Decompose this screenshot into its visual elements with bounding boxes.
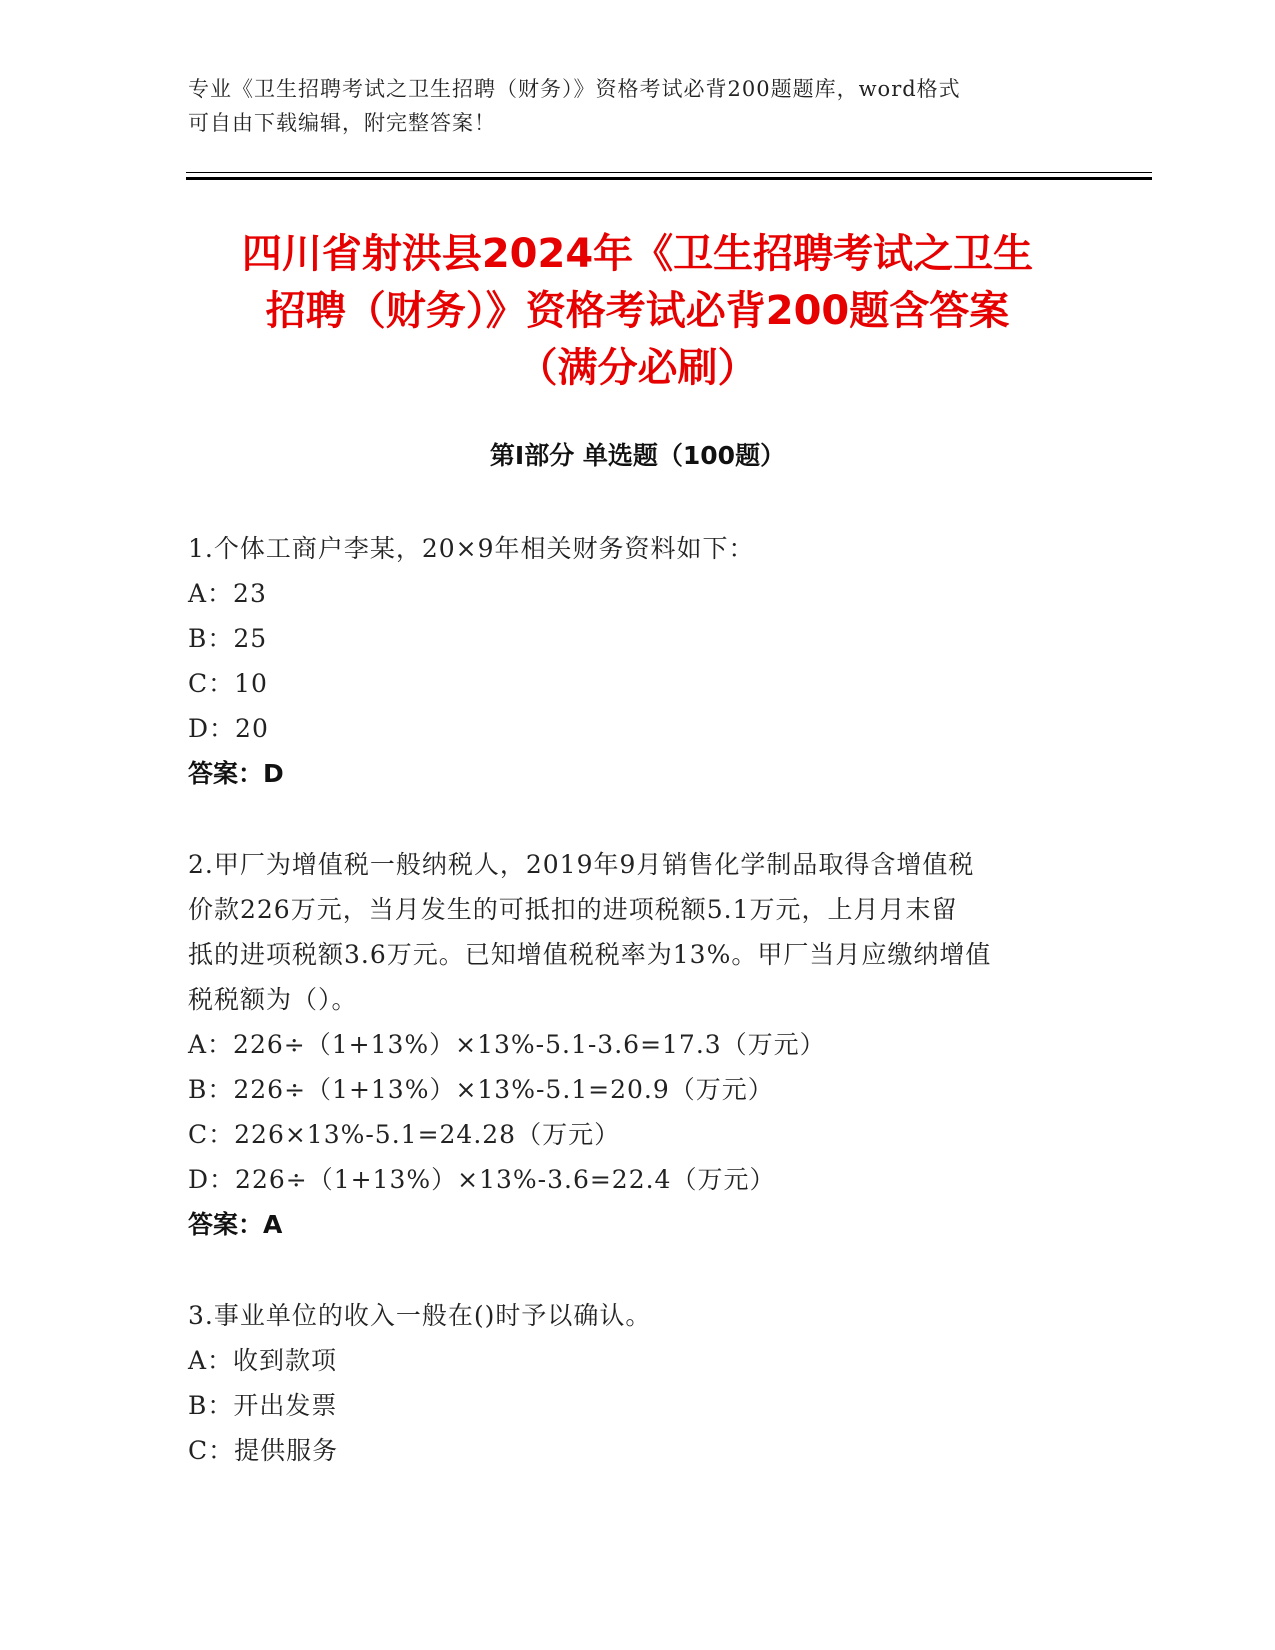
question-stem-line-3: 抵的进项税额3.6万元。已知增值税税率为13%。甲厂当月应缴纳增值 [188, 940, 992, 969]
option-b: B：开出发票 [188, 1391, 338, 1420]
option-a: A：226÷（1+13%）×13%-5.1-3.6=17.3（万元） [188, 1030, 826, 1059]
header-rule-thin [186, 172, 1152, 173]
question-stem: 3.事业单位的收入一般在()时予以确认。 [188, 1301, 652, 1330]
question-stem: 1.个体工商户李某，20×9年相关财务资料如下： [188, 534, 755, 563]
question-2 [188, 842, 1088, 1247]
option-d: D：20 [188, 714, 269, 743]
document-title-line-1: 四川省射洪县2024年《卫生招聘考试之卫生 [241, 231, 1034, 277]
question-3 [188, 1293, 1088, 1473]
document-title-line-3: （满分必刷） [517, 345, 758, 391]
header-note-line-1: 专业《卫生招聘考试之卫生招聘（财务）》资格考试必背200题题库，word格式 [188, 77, 961, 101]
question-list [188, 526, 1088, 1519]
option-b: B：25 [188, 624, 268, 653]
option-c: C：提供服务 [188, 1436, 339, 1465]
option-b: B：226÷（1+13%）×13%-5.1=20.9（万元） [188, 1075, 774, 1104]
option-c: C：10 [188, 669, 268, 698]
question-stem-line-2: 价款226万元，当月发生的可抵扣的进项税额5.1万元，上月月末留 [188, 895, 958, 924]
option-a: A：23 [188, 579, 267, 608]
answer: 答案：A [188, 1210, 283, 1239]
header-note [188, 72, 1088, 140]
question-1 [188, 526, 1088, 796]
header-note-line-2: 可自由下载编辑，附完整答案！ [188, 111, 496, 135]
section-title: 第Ⅰ部分 单选题（100题） [489, 441, 786, 470]
header-rule-thick [186, 177, 1152, 180]
question-stem-line-1: 2.甲厂为增值税一般纳税人，2019年9月销售化学制品取得含增值税 [188, 850, 975, 879]
question-stem-line-4: 税税额为（）。 [188, 985, 358, 1014]
document-title-line-2: 招聘（财务）》资格考试必背200题含答案 [265, 288, 1010, 334]
option-c: C：226×13%-5.1=24.28（万元） [188, 1120, 621, 1149]
option-d: D：226÷（1+13%）×13%-3.6=22.4（万元） [188, 1165, 776, 1194]
option-a: A：收到款项 [188, 1346, 338, 1375]
document-title [150, 226, 1125, 397]
answer: 答案：D [188, 759, 284, 788]
